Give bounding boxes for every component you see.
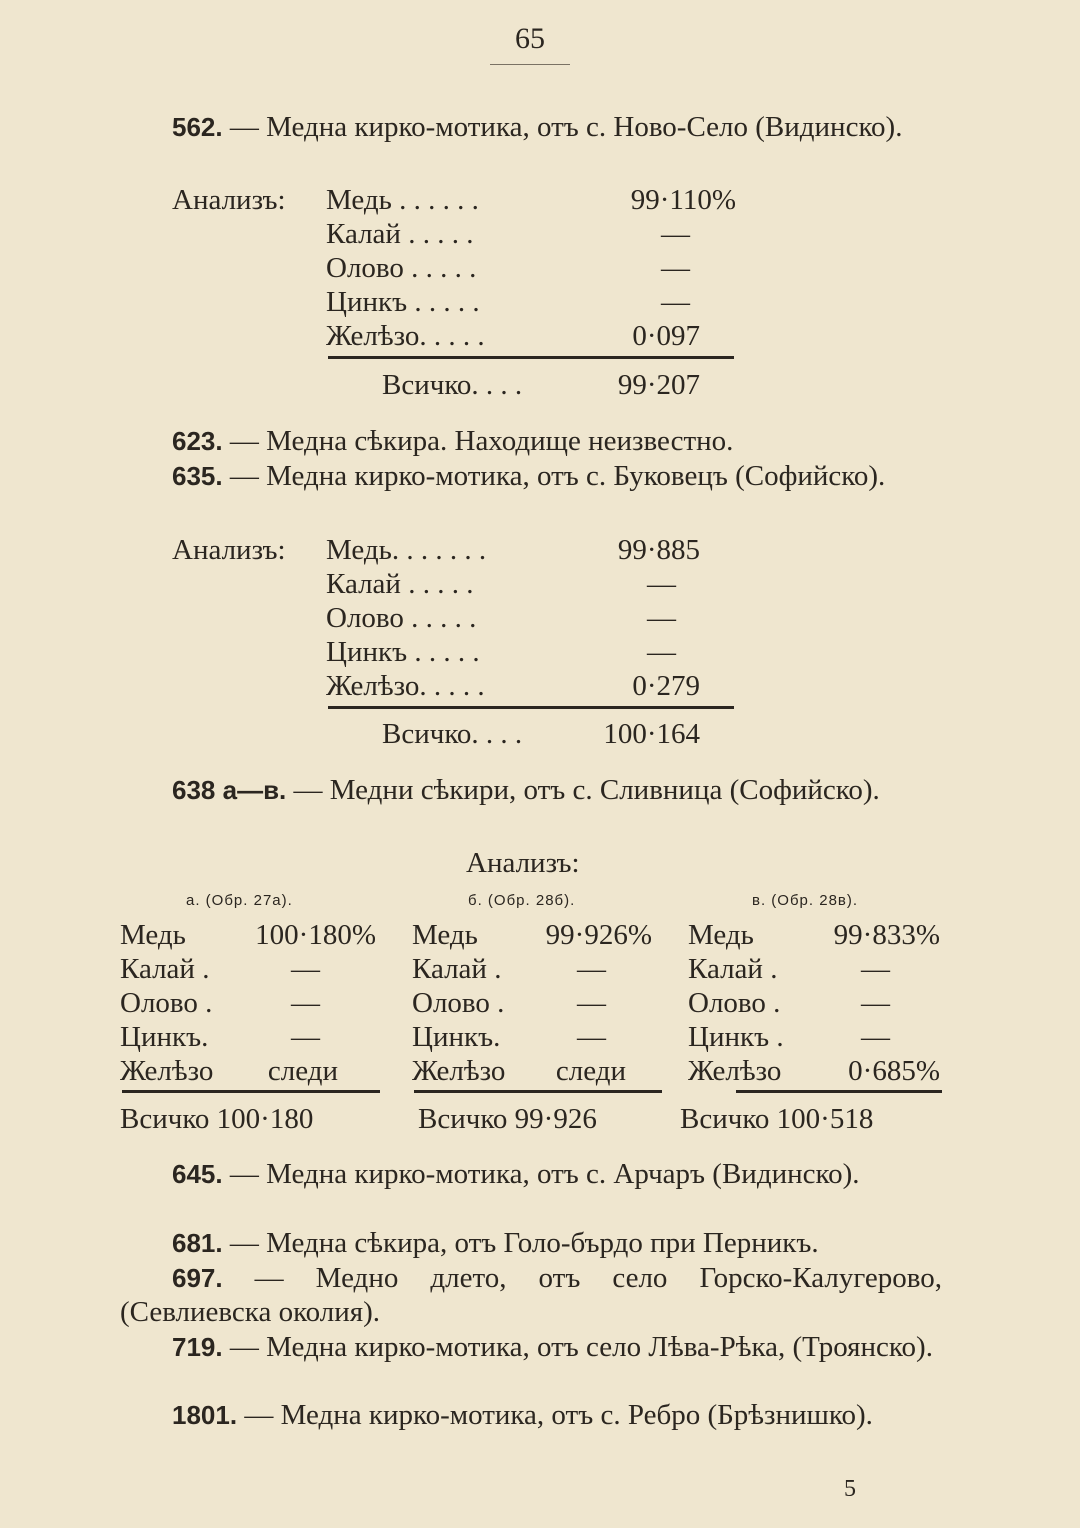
element-name: Желѣзо. . . . .	[326, 670, 485, 702]
total: Всичко 100·180	[120, 1103, 314, 1135]
total: Всичко 99·926	[418, 1103, 597, 1135]
element-value: 100·180%	[255, 919, 376, 951]
element-value: —	[861, 953, 890, 985]
total: Всичко 100·518	[680, 1103, 874, 1135]
entry-number: 719.	[172, 1332, 223, 1362]
element-value: —	[661, 286, 690, 318]
element-name: Олово . . . . .	[326, 252, 477, 284]
element-value: —	[291, 1021, 320, 1053]
entry-text: — Медно длето, отъ село Горско-Калугерово, (Севлиевска околия).	[120, 1262, 942, 1328]
entry-number: 562.	[172, 112, 223, 142]
sum-rule	[328, 706, 734, 709]
element-value: —	[647, 636, 676, 668]
element-name: Олово .	[120, 987, 213, 1019]
entry-text: — Медна сѣкира, отъ Голо-бърдо при Перникъ.	[222, 1227, 819, 1259]
element-value: 99·926%	[545, 919, 652, 951]
element-name: Калай . . . . .	[326, 218, 474, 250]
analysis-label: Анализъ:	[466, 847, 580, 879]
element-name: Медь	[120, 919, 186, 951]
element-name: Цинкъ . . . . .	[326, 286, 480, 318]
element-name: Медь. . . . . . .	[326, 534, 487, 566]
entry-number: 681.	[172, 1228, 223, 1258]
element-value: следи	[555, 1055, 626, 1087]
total-label: Всичко. . . .	[382, 369, 523, 401]
element-value: —	[291, 987, 320, 1019]
entry-text: — Медна кирко-мотика, отъ с. Ребро (Брѣзнишко).	[237, 1399, 873, 1431]
entry-number: 635.	[172, 461, 223, 491]
element-name: Цинкъ . . . . .	[326, 636, 480, 668]
entry-635	[120, 459, 942, 493]
entry-719	[120, 1330, 942, 1364]
element-value: —	[861, 987, 890, 1019]
element-name: Олово . . . . .	[326, 602, 477, 634]
page-number: 65	[515, 22, 545, 55]
element-value: 99·110%	[630, 184, 736, 216]
sum-rule	[736, 1090, 942, 1093]
element-value: —	[861, 1021, 890, 1053]
element-value: —	[647, 602, 676, 634]
column-c-head: в. (Обр. 28в).	[752, 892, 859, 909]
sum-rule	[414, 1090, 662, 1093]
total-label: Всичко. . . .	[382, 718, 523, 750]
entry-638	[120, 773, 942, 807]
entry-number: 645.	[172, 1159, 223, 1189]
element-name: Калай .	[688, 953, 778, 985]
element-value: —	[577, 987, 606, 1019]
element-name: Цинкъ.	[412, 1021, 501, 1053]
element-name: Олово .	[412, 987, 505, 1019]
entry-623	[120, 424, 942, 458]
element-name: Медь	[688, 919, 754, 951]
element-name: Желѣзо	[688, 1055, 782, 1087]
page-number-rule	[490, 64, 570, 65]
entry-text: — Медна кирко-мотика, отъ село Лѣва-Рѣка, (Троянско).	[222, 1331, 933, 1363]
analysis-label: Анализъ:	[172, 184, 286, 216]
element-value: —	[577, 953, 606, 985]
element-name: Медь . . . . . .	[326, 184, 479, 216]
entry-number: 697.	[172, 1263, 223, 1293]
signature-mark: 5	[844, 1476, 856, 1502]
entry-text: — Медна кирко-мотика, отъ с. Ново-Село (Видинско).	[222, 111, 903, 143]
element-value: —	[291, 953, 320, 985]
entry-562	[120, 110, 942, 144]
element-name: Цинкъ.	[120, 1021, 209, 1053]
entry-text: — Медна кирко-мотика, отъ с. Арчаръ (Видинско).	[222, 1158, 860, 1190]
entry-681	[120, 1226, 942, 1260]
element-value: 0·279	[632, 670, 700, 702]
element-name: Желѣзо	[120, 1055, 214, 1087]
element-value: —	[647, 568, 676, 600]
element-name: Желѣзо. . . . .	[326, 320, 485, 352]
element-name: Желѣзо	[412, 1055, 506, 1087]
element-value: —	[661, 252, 690, 284]
total-value: 99·207	[617, 369, 700, 401]
element-name: Медь	[412, 919, 478, 951]
element-name: Калай .	[120, 953, 210, 985]
column-a-head: а. (Обр. 27а).	[186, 892, 293, 909]
column-b-head: б. (Обр. 28б).	[468, 892, 576, 909]
element-value: следи	[267, 1055, 338, 1087]
element-value: —	[577, 1021, 606, 1053]
element-value: 0·685%	[848, 1055, 940, 1087]
element-name: Калай .	[412, 953, 502, 985]
analysis-label: Анализъ:	[172, 534, 286, 566]
entry-1801	[120, 1398, 942, 1432]
element-value: —	[661, 218, 690, 250]
element-value: 0·097	[632, 320, 700, 352]
sum-rule	[328, 356, 734, 359]
element-name: Калай . . . . .	[326, 568, 474, 600]
element-name: Олово .	[688, 987, 781, 1019]
entry-number: 1801.	[172, 1400, 238, 1430]
entry-number: 623.	[172, 426, 223, 456]
sum-rule	[122, 1090, 380, 1093]
element-value: 99·885	[617, 534, 700, 566]
entry-text: — Медна сѣкира. Находище неизвестно.	[222, 425, 734, 457]
total-value: 100·164	[603, 718, 700, 750]
entry-text: — Медни сѣкири, отъ с. Сливница (Софийско).	[286, 774, 880, 806]
element-value: 99·833%	[833, 919, 940, 951]
entry-text: — Медна кирко-мотика, отъ с. Буковецъ (Софийско).	[222, 460, 886, 492]
entry-645	[120, 1157, 942, 1191]
entry-number: 638 а—в.	[172, 775, 287, 805]
element-name: Цинкъ .	[688, 1021, 784, 1053]
entry-697	[120, 1261, 942, 1329]
